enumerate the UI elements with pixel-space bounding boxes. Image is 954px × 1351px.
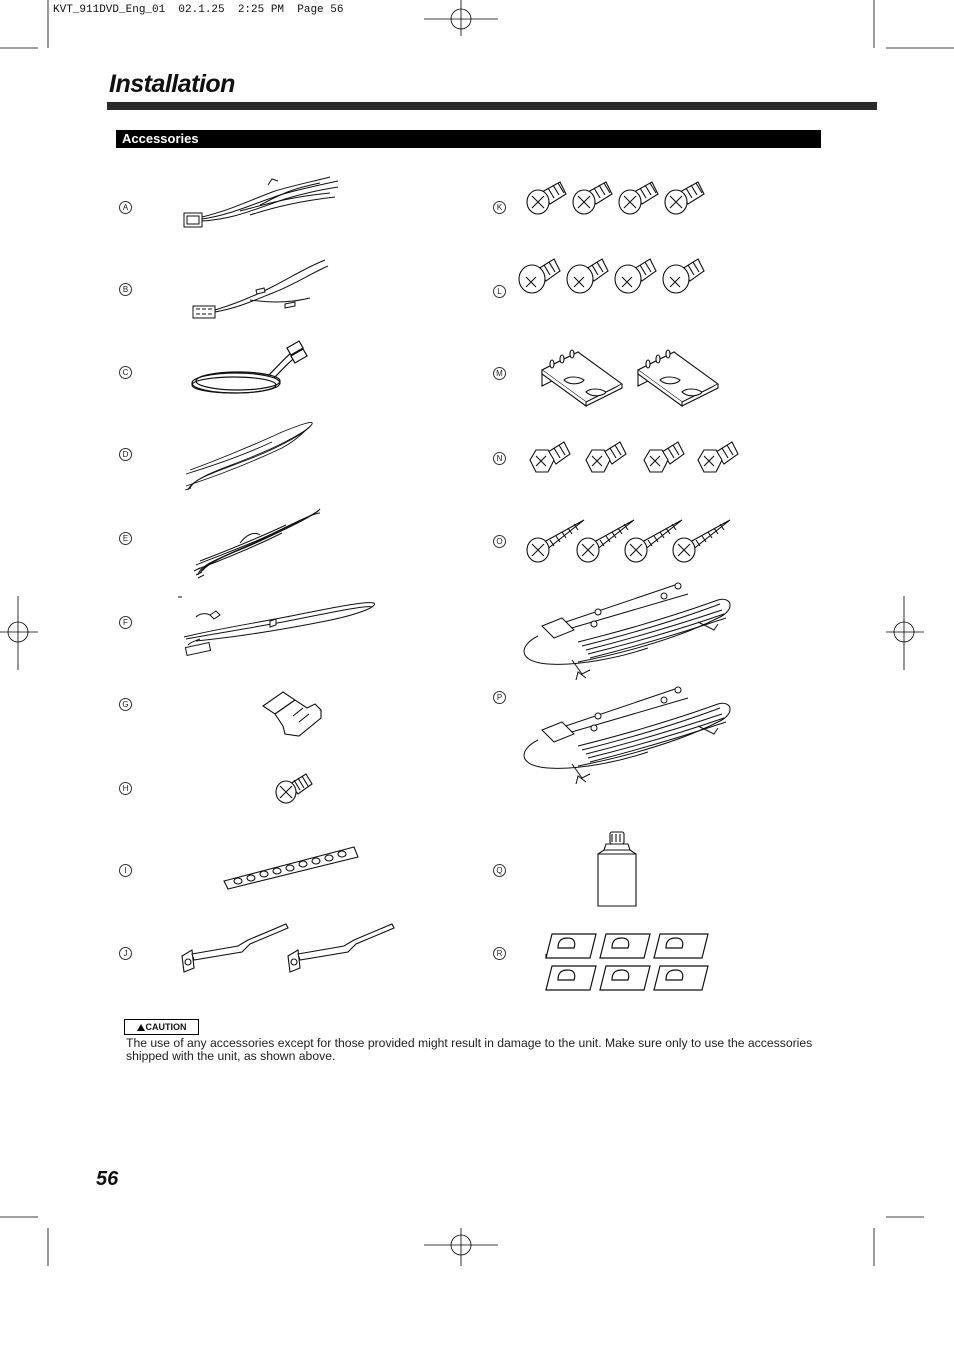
item-letter: G (119, 698, 132, 711)
item-letter: F (119, 616, 132, 629)
caution-text: The use of any accessories except for those provided might result in damage to the unit. Make sure only to use the accessories shipped with the unit, as shown above. (126, 1036, 813, 1063)
caution-label: CAUTION (145, 1022, 187, 1032)
item-letter: J (119, 947, 132, 960)
item-letter: K (493, 201, 506, 214)
title-rule (107, 102, 877, 110)
perforated-strap-icon (220, 843, 362, 891)
item-letter: M (493, 367, 506, 380)
flat-screws-icon (522, 178, 722, 220)
item-letter: B (119, 283, 132, 296)
page-title: Installation (109, 70, 235, 98)
hex-screws-icon (526, 438, 744, 482)
page-number: 56 (96, 1168, 119, 1190)
item-letter: H (119, 782, 132, 795)
cable-clamps-icon (542, 930, 714, 994)
item-letter: E (119, 532, 132, 545)
cleaner-bottle-icon (592, 828, 642, 910)
item-letter: I (119, 864, 132, 877)
video-cable-icon (188, 340, 313, 400)
cable-tie-icon (178, 920, 398, 975)
item-letter: O (493, 535, 506, 548)
tapping-screws-icon (522, 516, 742, 568)
item-letter: D (119, 448, 132, 461)
print-slug: KVT_911DVD_Eng_01 02.1.25 2:25 PM Page 56 (53, 4, 344, 16)
item-letter: P (493, 691, 506, 704)
angle-bracket-icon (538, 336, 723, 408)
warning-icon (137, 1024, 145, 1031)
section-heading: Accessories (122, 131, 199, 146)
item-letter: R (493, 947, 506, 960)
extension-cable-icon (190, 258, 330, 322)
antenna-lead-icon (176, 595, 381, 659)
multi-cable-icon (190, 505, 325, 580)
thin-cable-icon (182, 418, 317, 494)
wiring-harness-icon (180, 175, 340, 235)
truss-screws-icon (516, 255, 711, 300)
item-letter: L (493, 285, 506, 298)
antenna-film-icon (518, 582, 738, 804)
item-letter: C (119, 366, 132, 379)
wire-connector-icon (255, 688, 325, 740)
item-letter: A (119, 201, 132, 214)
section-bar (116, 130, 821, 148)
item-letter: Q (493, 864, 506, 877)
item-letter: N (493, 452, 506, 465)
flat-head-screw-icon (272, 770, 314, 806)
caution-badge (124, 1019, 199, 1035)
